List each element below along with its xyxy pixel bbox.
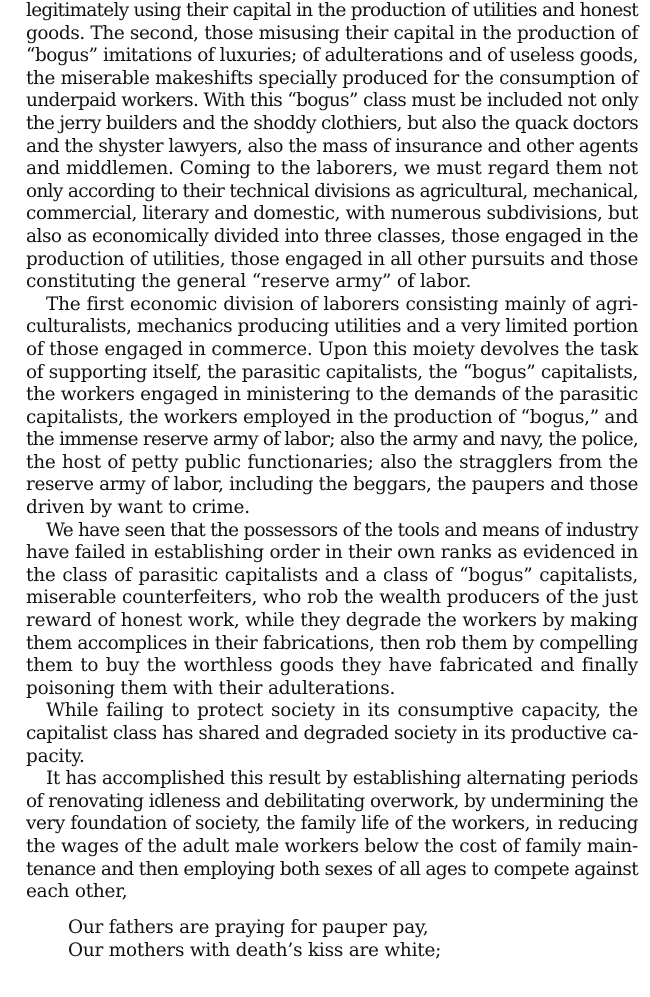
text-line: commercial, literary and domestic, with numerous subdivisions, but (26, 203, 638, 225)
text-line: constituting the general “reserve army” of labor. (26, 271, 472, 293)
text-line: the miserable makeshifts specially produced for the consumption of (26, 67, 638, 89)
text-line: and the shyster lawyers, also the mass of insurance and other agents (26, 135, 638, 157)
text-line: of those engaged in commerce. Upon this moiety devolves the task (26, 338, 638, 360)
text-line: have failed in establishing order in their own ranks as evidenced in (26, 542, 638, 564)
paragraph (26, 700, 638, 768)
text-line: pacity. (26, 745, 85, 767)
text-line: poisoning them with their adulterations. (26, 677, 396, 699)
text-line: reward of honest work, while they degrade the workers by making (26, 610, 638, 632)
text-line: legitimately using their capital in the production of utilities and honest (26, 0, 638, 21)
text-line: them accomplices in their fabrications, then rob them by compelling (26, 632, 638, 654)
verse-line: Our mothers with death’s kiss are white; (68, 939, 442, 961)
verse-line: Our fathers are praying for pauper pay, (68, 916, 429, 938)
paragraph (26, 0, 638, 294)
text-line: It has accomplished this result by establishing alternating periods (46, 768, 638, 790)
text-line: the wages of the adult male workers below the cost of family main- (26, 835, 638, 857)
text-line: of renovating idleness and debilitating overwork, by undermining the (26, 790, 638, 812)
text-line: tenance and then employing both sexes of all ages to compete against (26, 858, 638, 880)
text-line: the immense reserve army of labor; also the army and navy, the police, (26, 429, 638, 451)
text-line: them to buy the worthless goods they have fabricated and finally (26, 655, 638, 677)
text-line: the host of petty public functionaries; also the stragglers from the (26, 451, 638, 473)
text-line: the jerry builders and the shoddy clothiers, but also the quack doctors (26, 112, 638, 134)
text-line: miserable counterfeiters, who rob the wealth producers of the just (26, 587, 638, 609)
text-line: the workers engaged in ministering to the demands of the parasitic (26, 384, 638, 406)
text-line: “bogus” imitations of luxuries; of adulterations and of useless goods, (26, 45, 638, 67)
text-line: culturalists, mechanics producing utilities and a very limited portion (26, 316, 638, 338)
text-line: capitalists, the workers employed in the production of “bogus,” and (26, 406, 638, 428)
book-page (26, 0, 638, 963)
body-text (26, 0, 638, 904)
text-line: reserve army of labor, including the beggars, the paupers and those (26, 474, 638, 496)
paragraph (26, 768, 638, 904)
verse-quotation (26, 917, 638, 963)
text-line: production of utilities, those engaged in all other pursuits and those (26, 248, 638, 270)
text-line: The first economic division of laborers consisting mainly of agri- (46, 293, 638, 315)
paragraph (26, 520, 638, 701)
text-line: capitalist class has shared and degraded society in its productive ca- (26, 723, 638, 744)
paragraph (26, 294, 638, 520)
text-line: also as economically divided into three classes, those engaged in the (26, 225, 638, 247)
text-line: We have seen that the possessors of the tools and means of industry (46, 519, 638, 541)
text-line: and middlemen. Coming to the laborers, we must regard them not (26, 158, 638, 180)
text-line: driven by want to crime. (26, 497, 250, 519)
text-line: very foundation of society, the family life of the workers, in reducing (26, 813, 638, 835)
text-line: underpaid workers. With this “bogus” class must be included not only (26, 90, 638, 112)
text-line: goods. The second, those misusing their capital in the production of (26, 22, 638, 44)
text-line: of supporting itself, the parasitic capitalists, the “bogus” capitalists, (26, 361, 638, 383)
text-line: the class of parasitic capitalists and a class of “bogus” capitalists, (26, 564, 638, 586)
text-line: each other, (26, 881, 128, 903)
text-line: While failing to protect society in its consumptive capacity, the (46, 700, 638, 722)
text-line: only according to their technical divisions as agricultural, mechanical, (26, 180, 638, 202)
verse-spacer (26, 904, 638, 917)
